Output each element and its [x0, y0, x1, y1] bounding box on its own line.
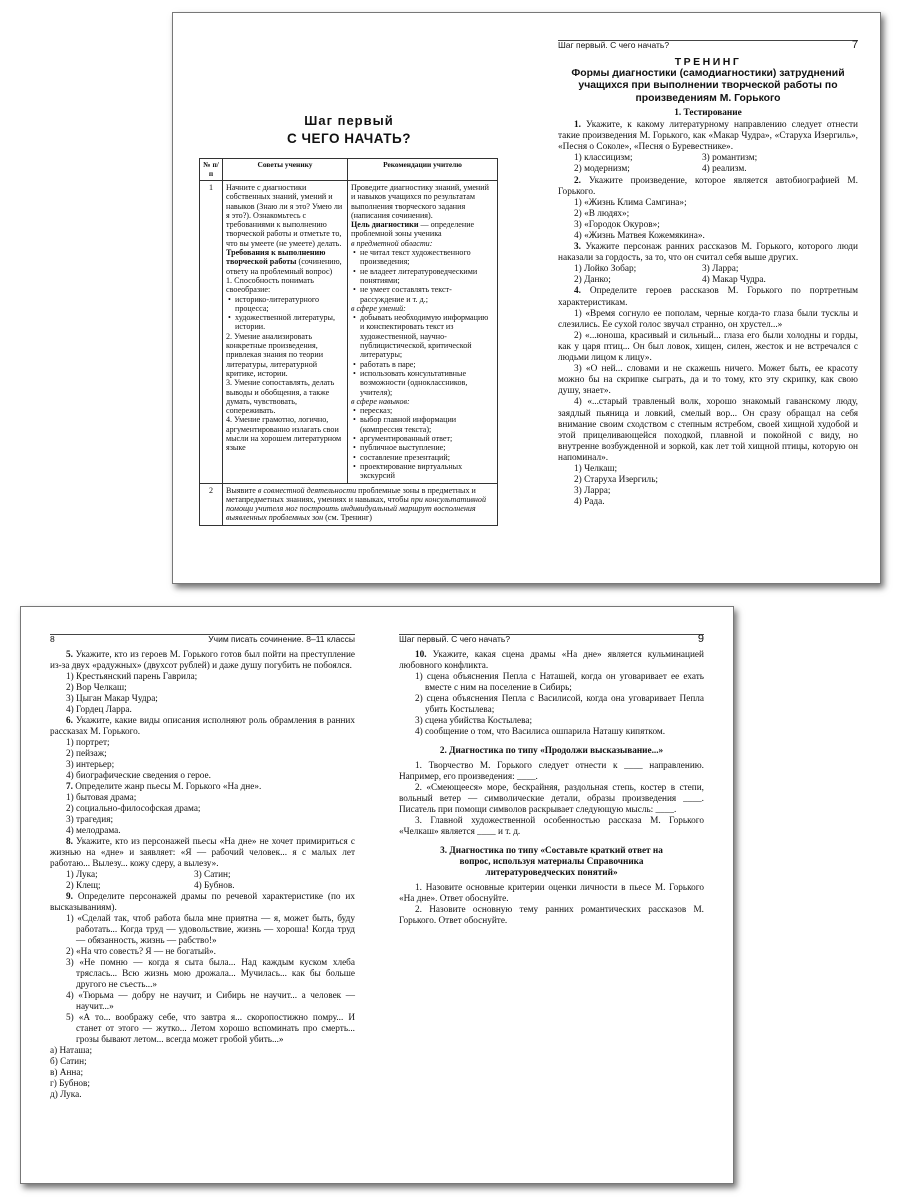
quote: 1) «Время согнуло ее пополам, черные когда-то глаза были тусклы и слезились. Ее сухой голос звучал странно, он хрустел...»: [558, 308, 858, 330]
answer-option: 2) модернизм;: [574, 164, 630, 175]
row-num: 2: [200, 483, 223, 525]
question-6: [50, 716, 355, 738]
answer-option: 3) романтизм;: [702, 153, 758, 164]
answer-option: 4) сообщение о том, что Василиса ошпарила Наташу кипятком.: [415, 727, 666, 737]
answer-option: б) Сатин;: [50, 1057, 87, 1067]
answer-option: 3) Цыган Макар Чудра;: [66, 694, 158, 704]
requirements-heading: [226, 248, 344, 276]
answer-option: 3) сцена убийства Костылева;: [415, 716, 533, 726]
teacher-intro: Проведите диагностику знаний, умений и навыков учащихся по результатам выполнения творческого задания (написания сочинения).: [351, 183, 489, 220]
question-8: [50, 837, 355, 870]
joint-text-4: при консультативной помощи учителя мог построить индивидуальный маршрут восполнения выявленных проблемных зон: [226, 494, 487, 523]
running-header: [399, 633, 704, 645]
question-text: Укажите, кто из персонажей пьесы «На дне» не хочет примириться с жизнью на «дне» и заявляет: «Я — рабочий человек... я с малых лет работаю... Вылезу... кожу сдеру, а вылезу».: [50, 837, 355, 869]
answer-option: 4) Гордец Ларра.: [66, 705, 132, 715]
question-text: Укажите, какая сцена драмы «На дне» является кульминацией любовного конфликта.: [399, 650, 704, 671]
joint-activity-cell: [223, 483, 498, 525]
answer-option: 3) Ларра;: [702, 264, 739, 275]
question-3: [558, 242, 858, 264]
answer-row: [50, 870, 355, 881]
requirement-3: 3. Умение сопоставлять, делать выводы и обобщения, а также думать, чувствовать, сопереживать.: [226, 378, 335, 416]
requirement-1: 1. Способность понимать своеобразие:: [226, 275, 314, 295]
requirement-1-list: [226, 295, 344, 332]
header-title: Шаг первый. С чего начать?: [558, 40, 670, 50]
question-10: [399, 650, 704, 672]
prompt-item: 2. «Смеющееся» море, бескрайняя, раздольная степь, костер в степи, вольный ветер — символические детали, образы произведения ____. Писатель при помощи символов раскрывает следующую мысль: ____.: [399, 783, 704, 815]
question-2: [558, 176, 858, 198]
answer-option: 4) реализм.: [702, 164, 747, 175]
area-subject: [351, 239, 494, 248]
goal-rest: — определение проблемной зоны ученика: [351, 220, 475, 239]
answer-option: 4) Макар Чудра.: [702, 275, 766, 286]
area-habits-list: [351, 406, 494, 480]
prompt-item: 2. Назовите основную тему ранних романтических рассказов М. Горького. Ответ обоснуйте.: [399, 905, 704, 926]
area-skills: [351, 304, 494, 313]
answer-option: 1) Крестьянский парень Гаврила;: [66, 672, 198, 682]
answer-option: г) Бубнов;: [50, 1079, 90, 1089]
quote: 5) «А то... воображу себе, что завтра я... скоропостижно помру... И станет от этого — жутко... Летом хорошо вспоминать про смерть... грозы бывают летом... всегда может гробой убить...»: [66, 1013, 355, 1045]
teacher-advice-cell: [348, 181, 498, 484]
answer-option: 1) бытовая драма;: [66, 793, 137, 803]
prompt-item: 3. Главной художественной особенностью рассказа М. Горького «Челкаш» является ____ и т. д.: [399, 816, 704, 837]
col-teacher-header: Рекомендации учителю: [348, 159, 498, 181]
answer-option: 1) классицизм;: [574, 153, 633, 164]
area-habits: [351, 397, 494, 406]
list-item: • выбор главной информации (компрессия текста);: [360, 415, 494, 434]
goal-line: [351, 220, 494, 239]
question-text: Определите героев рассказов М. Горького по портретным характеристикам.: [558, 286, 858, 308]
requirement-4: 4. Умение грамотно, логично, аргументированно излагать свои мысли на хорошем литературном языке: [226, 415, 342, 453]
quote: 2) «...юноша, красивый и сильный... глаза его были холодны и горды, как у царя птиц... Он был ловок, хищен, силен, жесток и не встречался с людьми лицом к лицу».: [558, 330, 858, 364]
page-left-bottom: [50, 607, 355, 1183]
question-4: [558, 286, 858, 308]
page-right-top: [558, 13, 858, 583]
list-item: • историко-литературного процесса;: [235, 295, 344, 314]
quote: 3) «Не помню — когда я сыта была... Над каждым куском хлеба тряслась... Всю жизнь мою дрожала... Мучилась... как бы больше другого не съесть...»: [66, 958, 355, 990]
list-item: • не владеет литературоведческими понятиями;: [360, 267, 494, 286]
list-item: • использовать консультативные возможности (одноклассников, учителя);: [360, 369, 494, 397]
list-item: • составление презентаций;: [360, 453, 494, 462]
question-number: 1.: [574, 120, 581, 131]
question-text: Укажите персонаж ранних рассказов М. Горького, которого люди наказали за гордость, за то, что он считал себя выше других.: [558, 242, 858, 264]
running-header: [558, 39, 858, 51]
answer-option: 2) Вор Челкаш;: [66, 683, 127, 693]
question-number: 10.: [415, 650, 427, 660]
answer-option: в) Анна;: [50, 1068, 84, 1078]
book-spread-top: [172, 12, 881, 584]
list-item: • аргументированный ответ;: [360, 434, 494, 443]
header-title: Учим писать сочинение. 8–11 классы: [208, 634, 355, 644]
answer-option: 3) «Городок Окуров»;: [574, 219, 660, 230]
question-text: Определите жанр пьесы М. Горького «На дне».: [72, 782, 262, 792]
answer-option: 4) Бубнов.: [194, 881, 235, 891]
answer-row: [558, 153, 858, 164]
quote: 3) «О ней... словами и не скажешь ничего. Может быть, ее красоту можно бы на скрипке сыграть, да и то тому, кто эту скрипку, как свою душу, знает».: [558, 364, 858, 397]
quote: 1) «Сделай так, чтоб работа была мне приятна — я, может быть, буду работать... Когда труд — удовольствие, жизнь — хороша! Когда труд — обязанность, жизнь — рабство!»: [66, 914, 355, 946]
question-9: [50, 892, 355, 914]
prompt-item: 1. Назовите основные критерии оценки личности в пьесе М. Горького «На дне». Ответ обоснуйте.: [399, 883, 704, 904]
answer-option: 3) Ларра;: [574, 486, 611, 497]
header-title: Шаг первый. С чего начать?: [399, 634, 511, 644]
answer-option: 4) «Жизнь Матвея Кожемякина».: [574, 231, 705, 242]
page-left-top: [199, 13, 499, 583]
question-number: 3.: [574, 242, 581, 253]
student-advice-cell: [223, 181, 348, 484]
advice-table: [199, 158, 498, 526]
question-7: [50, 782, 355, 793]
area-skills-list: [351, 313, 494, 397]
area-subject-label: в предметной области:: [351, 238, 433, 248]
section-heading: 3. Диагностика по типу «Составьте краткий ответ на вопрос, используя материалы Справочника литературоведческих понятий»: [440, 846, 663, 878]
book-spread-bottom: [20, 606, 734, 1184]
answer-option: 2) Данко;: [574, 275, 611, 286]
row-num: 1: [200, 181, 223, 484]
answer-option: д) Лука.: [50, 1090, 82, 1100]
question-text: Укажите, какие виды описания исполняют роль обрамления в ранних рассказах М. Горького.: [50, 716, 355, 737]
answer-row: [50, 881, 355, 892]
section-heading: 1. Тестирование: [674, 107, 742, 118]
answer-option: 1) «Жизнь Клима Самгина»;: [574, 197, 687, 208]
requirements-bold: Требования к выполнению творческой работы: [226, 248, 326, 267]
requirements-rest: (сочинению, ответу на проблемный вопрос): [226, 257, 342, 276]
answer-row: [558, 264, 858, 275]
joint-text-2: в совместной деятельности: [257, 485, 357, 495]
section-heading: 2. Диагностика по типу «Продолжи высказывание...»: [439, 746, 664, 756]
question-number: 5.: [66, 650, 73, 660]
student-intro: Начните с диагностики собственных знаний, умений и навыков (Знаю ли я это? Умею ли я это?). Ознакомьтесь с требованиями к выполнению творческой работы и отметьте то, что вы умеете (не умеете) делать.: [226, 183, 343, 248]
area-habits-label: в сфере навыков:: [351, 396, 410, 406]
training-body: [558, 57, 858, 508]
list-item: • публичное выступление;: [360, 443, 494, 452]
area-skills-label: в сфере умений:: [351, 303, 406, 313]
list-item: • не умеет составлять текст-рассуждение и т. д.;: [360, 285, 494, 304]
answer-option: 4) биографические сведения о герое.: [66, 771, 211, 781]
page-body: [50, 650, 355, 1101]
page-number: 7: [851, 39, 858, 51]
col-student-header: Советы ученику: [223, 159, 348, 181]
question-1: [558, 120, 858, 153]
table-row: [200, 483, 498, 525]
answer-row: [558, 275, 858, 286]
list-item: • пересказ;: [360, 406, 494, 415]
question-number: 6.: [66, 716, 73, 726]
joint-text-3: проблемные зоны в предметных и метапредметных знаниях, умениях и навыках, чтобы: [226, 485, 476, 504]
area-subject-list: [351, 248, 494, 304]
joint-text-5: (см. Тренинг): [323, 513, 372, 523]
goal-bold: Цель диагностики: [351, 220, 419, 230]
answer-option: 1) Лойко Зобар;: [574, 264, 637, 275]
table-row: [200, 181, 498, 484]
quote: 4) «Тюрьма — добру не научит, и Сибирь не научит... а человек — научит...»: [66, 991, 355, 1012]
question-text: Укажите, к какому литературному направлению следует отнести такие произведения М. Горького, как «Макар Чудра», «Старуха Изергиль», «Песня о Соколе», «Песня о Буревестнике».: [558, 120, 858, 153]
page-body: [399, 650, 704, 927]
answer-option: 4) мелодрама.: [66, 826, 121, 836]
list-item: • художественной литературы, истории.: [235, 313, 344, 332]
question-5: [50, 650, 355, 672]
col-num-header: № п/п: [200, 159, 223, 181]
question-text: Укажите, кто из героев М. Горького готов был пойти на преступление из-за двух «радужных» (двухсот рублей) и даже душу погубить не побоялся.: [50, 650, 355, 671]
running-header: [50, 633, 355, 644]
answer-option: 3) Сатин;: [194, 870, 231, 880]
question-number: 4.: [574, 286, 581, 297]
prompt-item: 1. Творчество М. Горького следует отнести к ____ направлению. Например, его произведения: ____.: [399, 761, 704, 782]
list-item: • не читал текст художественного произведения;: [360, 248, 494, 267]
answer-option: 2) пейзаж;: [66, 749, 107, 759]
requirement-2: 2. Умение анализировать конкретные произведения, привлекая знания по теории литературы, литературной критике, истории.: [226, 331, 324, 378]
answer-option: 2) Старуха Изергиль;: [574, 475, 659, 486]
answer-option: 1) сцена объяснения Пепла с Наташей, когда он уговаривает ее ехать вместе с ним на поселение в Сибирь;: [415, 672, 704, 693]
page-right-bottom: [399, 607, 704, 1183]
answer-option: 1) портрет;: [66, 738, 110, 748]
training-label: ТРЕНИНГ: [674, 56, 742, 68]
list-item: • добывать необходимую информацию и конспектировать текст из художественной, научно-публицистической, критической литературы;: [360, 313, 494, 359]
answer-option: 2) сцена объяснения Пепла с Василисой, когда она уговаривает Пепла убить Костылева;: [415, 694, 704, 715]
answer-option: 3) интерьер;: [66, 760, 115, 770]
answer-option: 4) Рада.: [574, 497, 605, 508]
quote: 4) «...старый травленый волк, хорошо знакомый гаванскому люду, заядлый пьяница и ловкий, смелый вор... Он сразу обращал на себя внимание своим сходством с степным ястребом, своей хищной худобой и этой прицеливающейся походкой, плавной и покойной с виду, но внутренне возбужденной и зоркой, как лет той хищной птицы, которую он напоминал».: [558, 397, 858, 463]
page-number: 9: [697, 633, 704, 645]
question-number: 9.: [66, 892, 73, 902]
question-number: 8.: [66, 837, 73, 847]
quote: 2) «На что совесть? Я — не богатый».: [66, 947, 216, 957]
answer-row: [558, 164, 858, 175]
list-item: • работать в паре;: [360, 360, 494, 369]
answer-option: 1) Челкаш;: [574, 463, 618, 474]
answer-option: 2) «В людях»;: [574, 208, 630, 219]
question-text: Определите персонажей драмы по речевой характеристике (по их высказываниям).: [50, 892, 355, 913]
answer-option: 3) трагедия;: [66, 815, 114, 825]
step-kicker: Шаг первый: [304, 113, 394, 128]
answer-option: 1) Лука;: [66, 870, 98, 880]
question-number: 2.: [574, 175, 581, 186]
answer-option: 2) Клещ;: [66, 881, 101, 891]
question-number: 7.: [66, 782, 73, 792]
table-header-row: [200, 159, 498, 181]
question-text: Укажите произведение, которое является автобиографией М. Горького.: [558, 175, 858, 197]
joint-text-1: Выявите: [226, 485, 258, 495]
answer-option: 2) социально-философская драма;: [66, 804, 201, 814]
training-title: Формы диагностики (самодиагностики) затруднений учащихся при выполнении творческой работы по произведениям М. Горького: [571, 68, 845, 104]
page-number: 8: [50, 634, 55, 644]
list-item: • проектирование виртуальных экскурсий: [360, 462, 494, 481]
step-heading: С ЧЕГО НАЧАТЬ?: [287, 131, 411, 146]
answer-option: а) Наташа;: [50, 1046, 93, 1056]
